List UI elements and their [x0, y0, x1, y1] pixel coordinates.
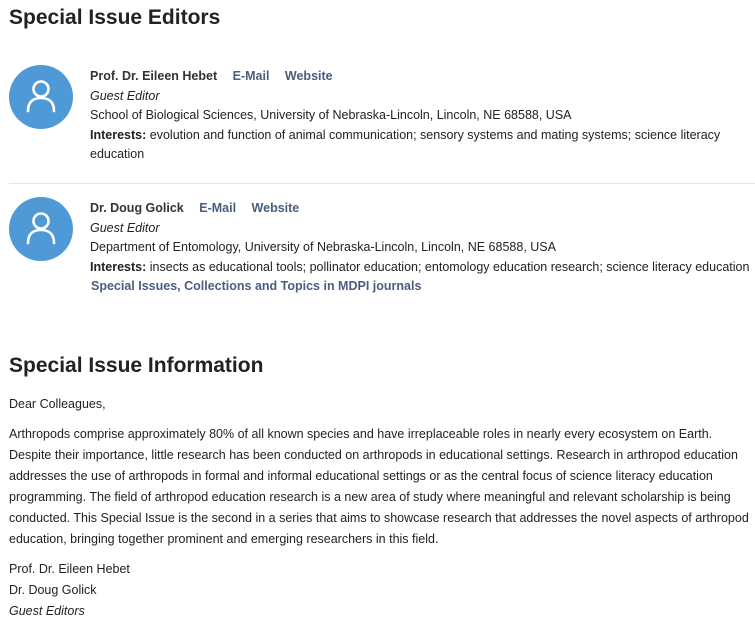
- website-link[interactable]: Website: [284, 69, 333, 83]
- avatar: [9, 197, 73, 261]
- person-icon: [25, 79, 57, 113]
- editor-role: Guest Editor: [90, 220, 160, 235]
- signatory: Dr. Doug Golick: [9, 583, 97, 597]
- information-body: [9, 394, 751, 622]
- email-link[interactable]: E-Mail: [199, 201, 237, 215]
- editors-section-title: Special Issue Editors: [9, 6, 221, 29]
- signatory: Prof. Dr. Eileen Hebet: [9, 562, 130, 576]
- editor-affiliation: School of Biological Sciences, University of Nebraska-Lincoln, Lincoln, NE 68588, USA: [90, 108, 572, 122]
- greeting: Dear Colleagues,: [9, 397, 106, 411]
- editor-name: Dr. Doug Golick: [90, 201, 184, 215]
- editor-interests: [90, 126, 750, 165]
- editor-divider: [9, 183, 755, 184]
- email-link[interactable]: E-Mail: [232, 69, 270, 83]
- editor-role: Guest Editor: [90, 88, 160, 103]
- editor-name-row: [90, 199, 750, 219]
- editor-name-row: [90, 67, 750, 87]
- interests-text: insects as educational tools; pollinator education; entomology education research; science literacy education: [149, 259, 750, 274]
- interests-label: Interests:: [90, 259, 147, 274]
- editor-details: [90, 67, 750, 165]
- information-section-title: Special Issue Information: [9, 354, 264, 377]
- signature-role: Guest Editors: [9, 604, 85, 618]
- website-link[interactable]: Website: [251, 201, 300, 215]
- editor-name: Prof. Dr. Eileen Hebet: [90, 69, 218, 83]
- avatar: [9, 65, 73, 129]
- person-icon: [25, 211, 57, 245]
- mdpi-journals-link[interactable]: Special Issues, Collections and Topics in MDPI journals: [91, 279, 422, 293]
- information-paragraph: Arthropods comprise approximately 80% of all known species and have irreplaceable roles in nearly every ecosystem on Earth. Despite their importance, little research has been conducted on arthropods in educational settings. Research in arthropod education addresses the use of arthropods in formal and informal educational settings or as the central focus of science literacy education programming. The field of arthropod education research is a new area of study where meaningful and relevant scholarship is being conducted. This Special Issue is the second in a series that aims to showcase research that addresses the novel aspects of arthropod education, bringing together prominent and emerging researchers in this field.: [9, 427, 749, 546]
- interests-text: evolution and function of animal communication; sensory systems and mating systems; science literacy education: [90, 127, 721, 161]
- editor-affiliation: Department of Entomology, University of Nebraska-Lincoln, Lincoln, NE 68588, USA: [90, 240, 556, 254]
- editor-interests: [90, 258, 750, 278]
- editor-details: [90, 199, 750, 297]
- interests-label: Interests:: [90, 127, 147, 142]
